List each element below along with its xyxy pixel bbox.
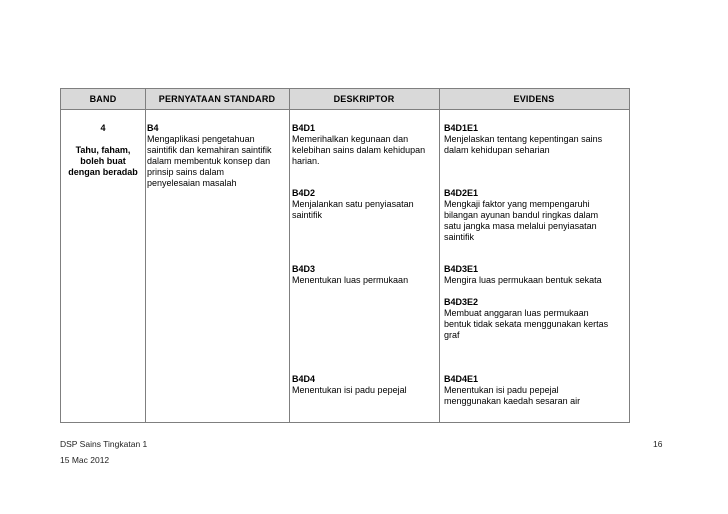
descriptor-line: Menentukan luas permukaan (292, 275, 409, 285)
evidence-line: satu jangka masa melalui penyiasatan (444, 221, 597, 231)
column-divider (145, 88, 146, 422)
band-line: Tahu, faham, (75, 145, 131, 155)
evidence-line: bentuk tidak sekata menggunakan kertas (444, 319, 609, 329)
descriptor-line: Menjalankan satu penyiasatan (292, 199, 414, 209)
footer-date: 15 Mac 2012 (60, 455, 110, 465)
page-number: 16 (653, 439, 663, 449)
evidence-line: Mengira luas permukaan bentuk sekata (444, 275, 602, 285)
column-divider (439, 88, 440, 422)
header-standard: PERNYATAAN STANDARD (158, 94, 276, 104)
standard-line: penyelesaian masalah (147, 178, 237, 188)
band-line: dengan beradab (68, 167, 138, 177)
descriptor-line: harian. (292, 156, 320, 166)
evidence-line: menggunakan kaedah sesaran air (444, 396, 581, 406)
evidence-code: B4D2E1 (444, 188, 479, 198)
descriptor-line: kelebihan sains dalam kehidupan (292, 145, 426, 155)
descriptor-code: B4D1 (292, 123, 316, 133)
evidence-line: Membuat anggaran luas permukaan (444, 308, 589, 318)
descriptor-code: B4D2 (292, 188, 316, 198)
band-line: boleh buat (80, 156, 126, 166)
descriptor-line: saintifik (292, 210, 323, 220)
standard-line: prinsip sains dalam (147, 167, 225, 177)
evidence-code: B4D3E1 (444, 264, 479, 274)
standard-line: saintifik dan kemahiran saintifik (147, 145, 272, 155)
descriptor-code: B4D4 (292, 374, 316, 384)
evidence-line: saintifik (444, 232, 475, 242)
footer-title: DSP Sains Tingkatan 1 (60, 439, 148, 449)
standard-line: Mengaplikasi pengetahuan (147, 134, 255, 144)
evidence-line: Menjelaskan tentang kepentingan sains (444, 134, 603, 144)
header-descriptor: DESKRIPTOR (333, 94, 395, 104)
evidence-line: Menentukan isi padu pepejal (444, 385, 559, 395)
evidence-line: graf (444, 330, 460, 340)
standards-table (60, 88, 630, 423)
evidence-line: bilangan ayunan bandul ringkas dalam (444, 210, 599, 220)
evidence-code: B4D3E2 (444, 297, 479, 307)
evidence-line: dalam kehidupan seharian (444, 145, 550, 155)
evidence-line: Mengkaji faktor yang mempengaruhi (444, 199, 590, 209)
standard-code: B4 (147, 123, 159, 133)
evidence-code: B4D1E1 (444, 123, 479, 133)
descriptor-code: B4D3 (292, 264, 316, 274)
evidence-code: B4D4E1 (444, 374, 479, 384)
descriptor-line: Menentukan isi padu pepejal (292, 385, 407, 395)
header-evidence: EVIDENS (513, 94, 555, 104)
table-header (61, 88, 629, 110)
header-band: BAND (89, 94, 117, 104)
band-number: 4 (100, 123, 106, 133)
standard-line: dalam membentuk konsep dan (147, 156, 271, 166)
descriptor-line: Memerihalkan kegunaan dan (292, 134, 409, 144)
column-divider (289, 88, 290, 422)
